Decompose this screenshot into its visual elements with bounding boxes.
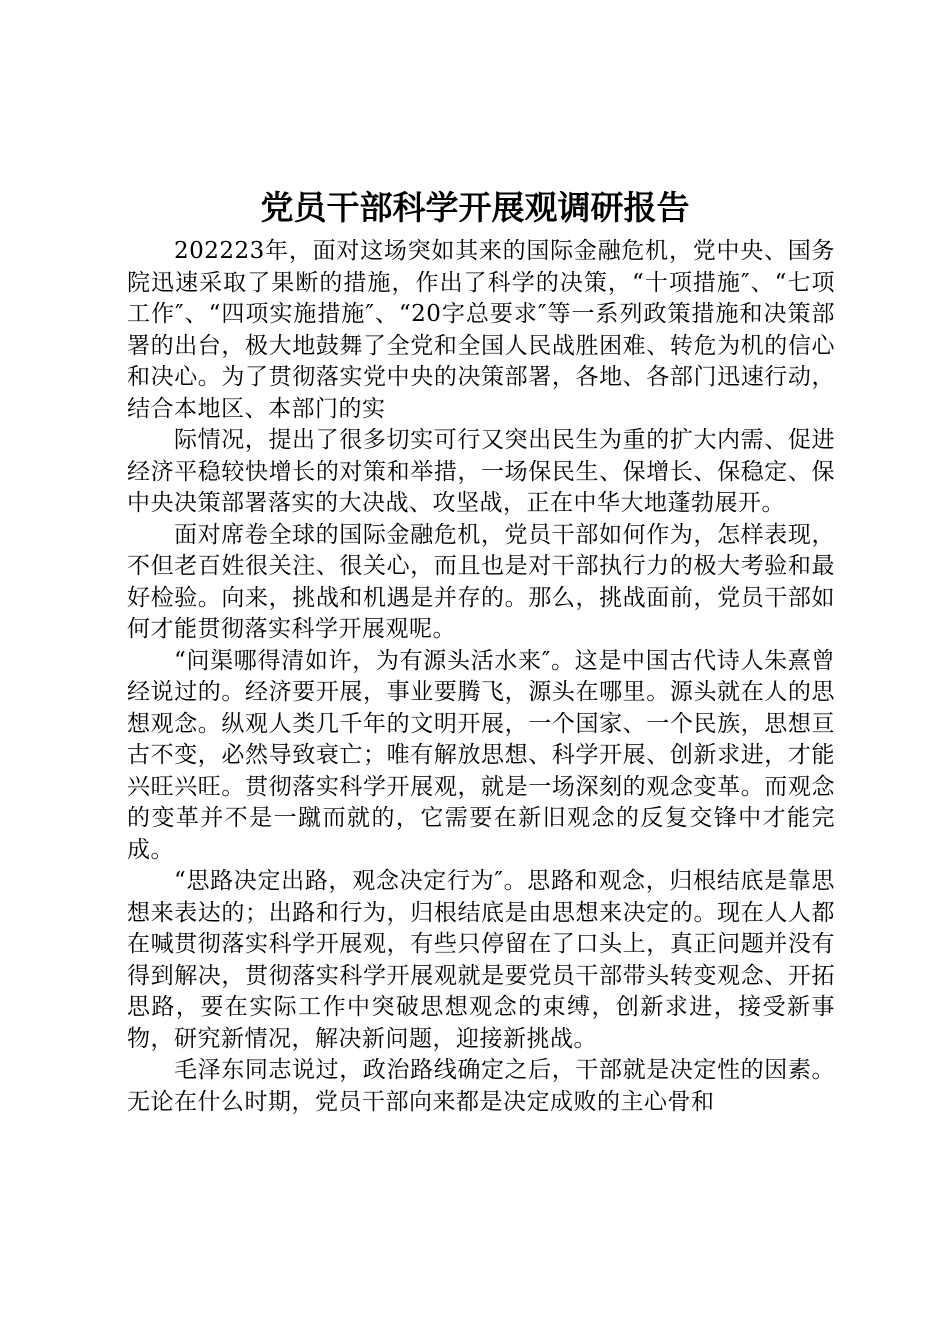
paragraph: “问渠哪得清如许，为有源头活水来″。这是中国古代诗人朱熹曾经说过的。经济要开展，事业要腾飞，源头在哪里。源头就在人的思想观念。纵观人类几千年的文明开展，一个国家、一个民族，思想亘古不变，必然导致衰亡；唯有解放思想、科学开展、创新求进，才能兴旺兴旺。贯彻落实科学开展观，就是一场深刻的观念变革。而观念的变革并不是一蹴而就的，它需要在新旧观念的反复交锋中才能完成。	[127, 647, 835, 863]
paragraph: 毛泽东同志说过，政治路线确定之后，干部就是决定性的因素。无论在什么时期，党员干部向来都是决定成败的主心骨和	[127, 1057, 835, 1115]
paragraph: 际情况，提出了很多切实可行又突出民生为重的扩大内需、促进经济平稳较快增长的对策和举措，一场保民生、保增长、保稳定、保中央决策部署落实的大决战、攻坚战，正在中华大地蓬勃展开。	[127, 427, 835, 516]
paragraph: 202223年，面对这场突如其来的国际金融危机，党中央、国务院迅速采取了果断的措施，作出了科学的决策，“十项措施″、“七项工作″、“四项实施措施″、“20字总要求″等一系列政策措施和决策部署的出台，极大地鼓舞了全党和全国人民战胜困难、转危为机的信心和决心。为了贯彻落实党中央的决策部署，各地、各部门迅速行动，结合本地区、本部门的实	[127, 238, 835, 422]
paragraph: “思路决定出路，观念决定行为″。思路和观念，归根结底是靠思想来表达的；出路和行为，归根结底是由思想来决定的。现在人人都在喊贯彻落实科学开展观，有些只停留在了口头上，真正问题并没有得到解决，贯彻落实科学开展观就是要党员干部带头转变观念、开拓思路，要在实际工作中突破思想观念的束缚，创新求进，接受新事物，研究新情况，解决新问题，迎接新挑战。	[127, 868, 835, 1052]
paragraph: 面对席卷全球的国际金融危机，党员干部如何作为，怎样表现，不但老百姓很关注、很关心，而且也是对干部执行力的极大考验和最好检验。向来，挑战和机遇是并存的。那么，挑战面前，党员干部如何才能贯彻落实科学开展观呢。	[127, 521, 835, 642]
document-title: 党员干部科学开展观调研报告	[260, 188, 690, 227]
document-body	[127, 236, 835, 1118]
